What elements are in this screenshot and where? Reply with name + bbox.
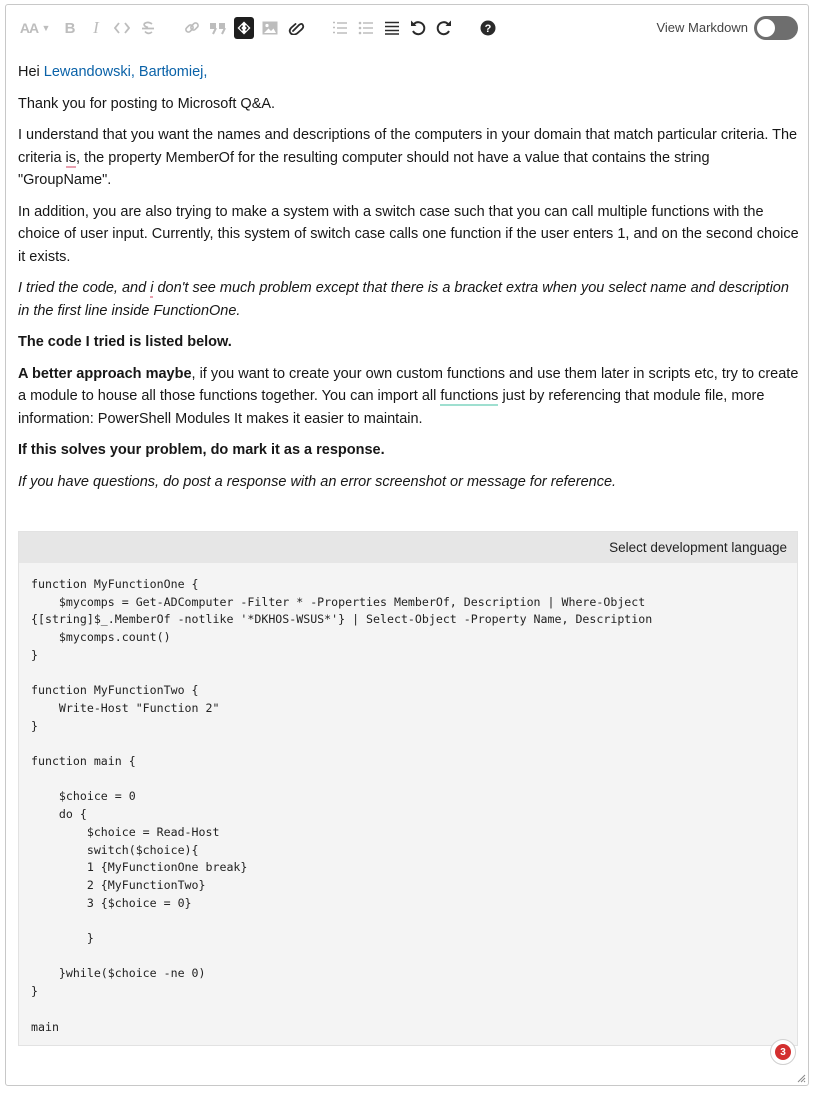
help-button[interactable] [478, 17, 498, 39]
bold-icon: B [64, 19, 76, 37]
inline-code-button[interactable] [112, 17, 132, 39]
tried-paragraph: I tried the code, and i don't see much problem except that there is a bracket extra when you select name and description in the first line inside FunctionOne. [18, 280, 789, 319]
solves-paragraph: If this solves your problem, do mark it as a response. [18, 442, 385, 458]
text-size-dropdown[interactable] [40, 17, 52, 39]
code-block-icon [237, 21, 251, 35]
link-button[interactable] [182, 17, 202, 39]
ordered-list-icon [332, 21, 348, 35]
horizontal-rule-icon [384, 21, 400, 35]
code-block-header [19, 532, 797, 563]
link-icon [184, 20, 200, 36]
thanks-paragraph: Thank you for posting to Microsoft Q&A. [18, 95, 276, 112]
redo-button[interactable] [434, 17, 454, 39]
view-markdown-label: View Markdown [656, 20, 748, 35]
bold-button[interactable] [60, 17, 80, 39]
strikethrough-button[interactable] [138, 17, 158, 39]
spellcheck-word: is [65, 149, 77, 166]
post-body[interactable] [18, 61, 800, 502]
help-icon [480, 20, 496, 36]
code-block-button[interactable] [234, 17, 254, 39]
language-selector[interactable]: Select development language [609, 540, 787, 555]
code-block[interactable] [18, 531, 798, 1046]
view-markdown-toggle[interactable] [754, 16, 798, 40]
better-approach-paragraph: A better approach maybe, if you want to create your own custom functions and use them later in scripts etc, try to create a module to house all those functions together. You can import all functions just by referencing that module file, more information: PowerShell Modules It makes it easier to maintain. [18, 365, 799, 427]
questions-paragraph: If you have questions, do post a response with an error screenshot or message for reference. [18, 473, 617, 490]
unordered-list-button[interactable] [356, 17, 376, 39]
italic-icon: I [93, 18, 99, 37]
quote-button[interactable] [208, 17, 228, 39]
attach-link-button[interactable] [286, 17, 306, 39]
horizontal-rule-button[interactable] [382, 17, 402, 39]
badge-count: 3 [775, 1044, 791, 1060]
addition-paragraph: In addition, you are also trying to make a system with a switch case such that you can call multiple functions with the choice of user input. Currently, this system of switch case calls one function if the user enters 1, and on the second choice it exists. [18, 203, 799, 265]
resize-handle-icon[interactable] [796, 1073, 806, 1083]
text-size-icon: AA [19, 20, 39, 36]
ordered-list-button[interactable] [330, 17, 350, 39]
redo-icon [435, 19, 453, 37]
image-button[interactable] [260, 17, 280, 39]
understand-paragraph: I understand that you want the names and descriptions of the computers in your domain that match particular criteria. The criteria is, the property MemberOf for the resulting computer should not have a value that contains the string "GroupName". [18, 127, 798, 188]
dropdown-caret-icon: ▼ [41, 23, 51, 33]
attach-link-icon [287, 21, 305, 35]
toggle-switch-icon [757, 19, 775, 37]
code-content[interactable]: function MyFunctionOne { $mycomps = Get-ADComputer -Filter * -Properties MemberOf, Description | Where-Object {[string]$_.MemberOf -notlike '*DKHOS-WSUS*'} | Select-Object -Property Name, Description $mycomps.count() } function MyFunctionTwo { Write-Host "Function 2" } function main { $choice = 0 do { $choice = Read-Host switch($choice){ 1 {MyFunctionOne break} 2 {MyFunctionTwo} 3 {$choice = 0} } }while($choice -ne 0) } main [31, 577, 653, 1034]
grammar-word: functions [440, 388, 499, 404]
undo-button[interactable] [408, 17, 428, 39]
inline-code-icon [114, 21, 130, 35]
editor-toolbar [6, 5, 808, 51]
notification-badge[interactable] [770, 1039, 796, 1065]
italic-button[interactable] [86, 17, 106, 39]
undo-icon [409, 19, 427, 37]
code-listed-heading: The code I tried is listed below. [18, 334, 232, 350]
greeting: Hei Lewandowski, Bartłomiej, [18, 64, 208, 80]
image-icon [262, 21, 278, 35]
svg-text:?: ? [484, 23, 492, 35]
mention-link[interactable]: Lewandowski, Bartłomiej, [43, 64, 208, 80]
quote-icon [209, 21, 227, 35]
spellcheck-word: i [150, 280, 154, 296]
strikethrough-icon [141, 21, 155, 35]
unordered-list-icon [358, 21, 374, 35]
markdown-editor[interactable] [5, 4, 809, 1086]
text-size-button[interactable] [18, 17, 40, 39]
